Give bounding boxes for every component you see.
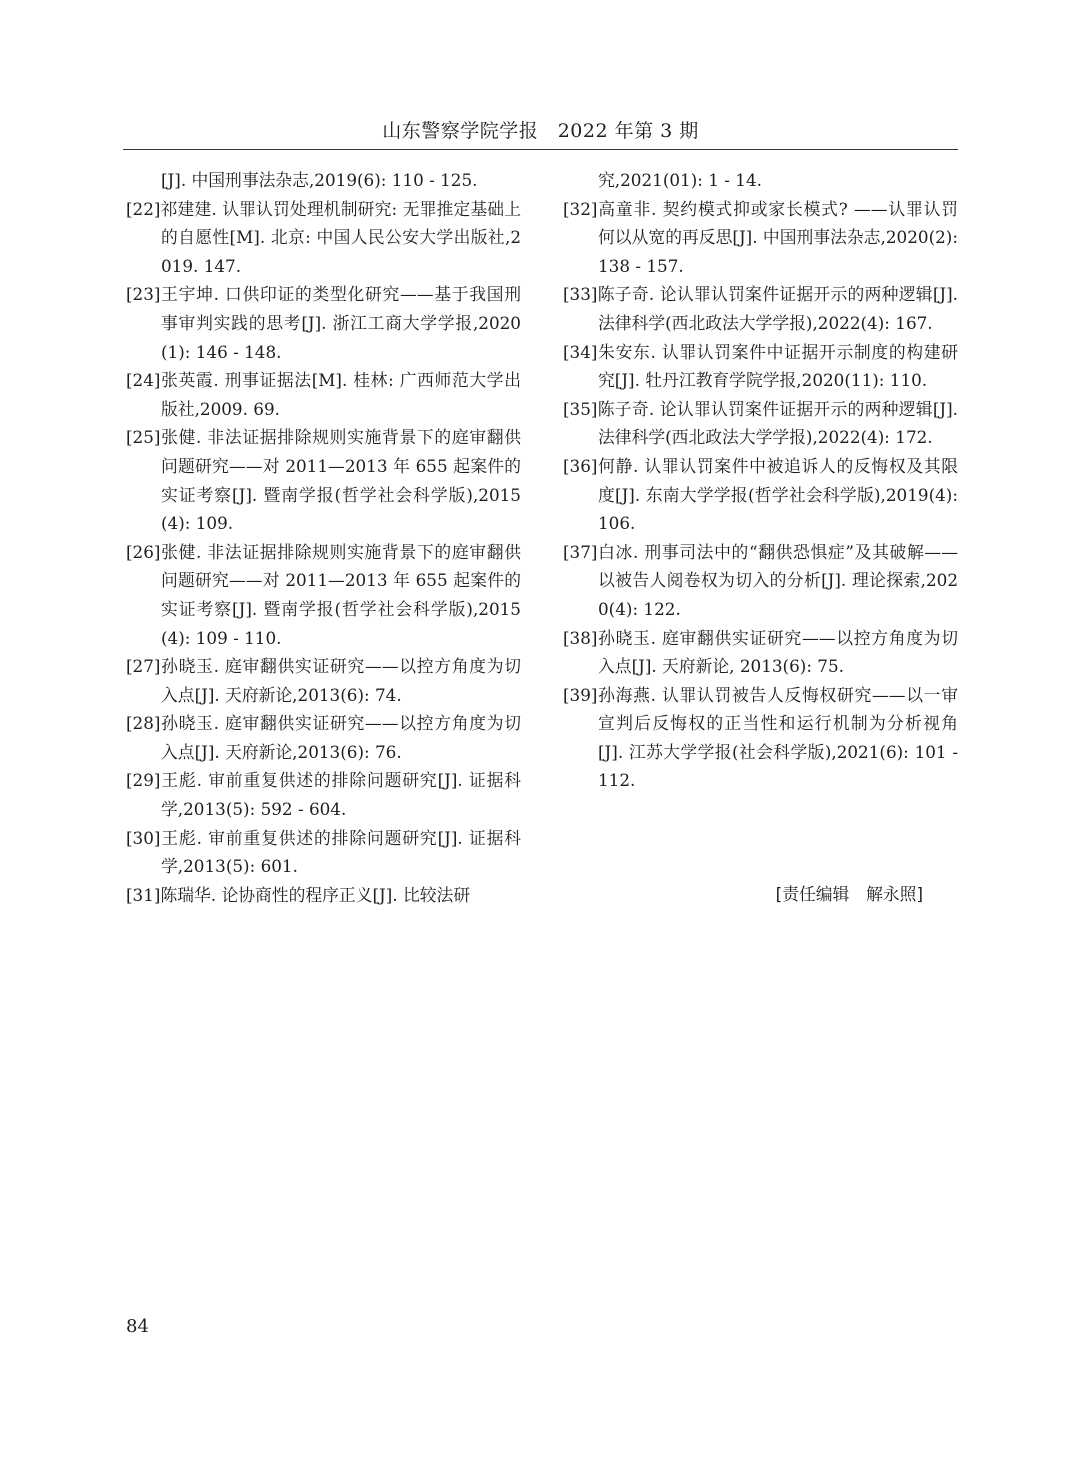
reference-entry: [32]高童非. 契约模式抑或家长模式? ——认罪认罚何以从宽的再反思[J]. 中国刑事法杂志,2020(2): 138 - 157. xyxy=(563,198,958,276)
reference-column-left xyxy=(126,166,521,909)
reference-entry: [30]王彪. 审前重复供述的排除问题研究[J]. 证据科学,2013(5): 601. xyxy=(126,827,521,877)
reference-entry: [33]陈子奇. 论认罪认罚案件证据开示的两种逻辑[J]. 法律科学(西北政法大学学报),2022(4): 167. xyxy=(563,284,958,333)
reference-entry: [24]张英霞. 刑事证据法[M]. 桂林: 广西师范大学出版社,2009. 69. xyxy=(126,370,521,419)
page-number: 84 xyxy=(126,1316,149,1337)
reference-entry: [36]何静. 认罪认罚案件中被追诉人的反悔权及其限度[J]. 东南大学学报(哲学社会科学版),2019(4): 106. xyxy=(563,455,958,534)
reference-entry: [J]. 中国刑事法杂志,2019(6): 110 - 125. xyxy=(161,170,478,190)
reference-entry: 究,2021(01): 1 - 14. xyxy=(598,170,762,190)
reference-entry: [39]孙海燕. 认罪认罚被告人反悔权研究——以一审宣判后反悔权的正当性和运行机制为分析视角[J]. 江苏大学学报(社会科学版),2021(6): 101 - 112. xyxy=(563,684,958,791)
reference-entry: [22]祁建建. 认罪认罚处理机制研究: 无罪推定基础上的自愿性[M]. 北京: 中国人民公安大学出版社,2019. 147. xyxy=(126,198,521,276)
reference-entry: [38]孙晓玉. 庭审翻供实证研究——以控方角度为切入点[J]. 天府新论, 2013(6): 75. xyxy=(563,627,958,677)
reference-entry: [26]张健. 非法证据排除规则实施背景下的庭审翻供问题研究——对 2011—2013 年 655 起案件的实证考察[J]. 暨南学报(哲学社会科学版),2015(4): 109 - 110. xyxy=(126,541,521,648)
reference-entry: [34]朱安东. 认罪认罚案件中证据开示制度的构建研究[J]. 牡丹江教育学院学报,2020(11): 110. xyxy=(563,341,958,391)
reference-entry: [27]孙晓玉. 庭审翻供实证研究——以控方角度为切入点[J]. 天府新论,2013(6): 74. xyxy=(126,656,521,705)
reference-entry: [31]陈瑞华. 论协商性的程序正义[J]. 比较法研 xyxy=(126,884,471,905)
reference-entry: [35]陈子奇. 论认罪认罚案件证据开示的两种逻辑[J]. 法律科学(西北政法大学学报),2022(4): 172. xyxy=(563,398,958,448)
responsible-editor-note: [责任编辑 解永照] xyxy=(775,884,923,904)
reference-column-right xyxy=(563,166,958,795)
reference-entry: [28]孙晓玉. 庭审翻供实证研究——以控方角度为切入点[J]. 天府新论,2013(6): 76. xyxy=(126,713,521,762)
running-header: 山东警察学院学报 2022 年第 3 期 xyxy=(382,120,699,142)
reference-entry: [29]王彪. 审前重复供述的排除问题研究[J]. 证据科学,2013(5): 592 - 604. xyxy=(126,770,521,820)
header-rule xyxy=(123,149,958,150)
reference-entry: [37]白冰. 刑事司法中的“翻供恐惧症”及其破解——以被告人阅卷权为切入的分析[J]. 理论探索,2020(4): 122. xyxy=(563,541,958,619)
reference-entry: [23]王宇坤. 口供印证的类型化研究——基于我国刑事审判实践的思考[J]. 浙江工商大学学报,2020(1): 146 - 148. xyxy=(126,284,521,362)
reference-entry: [25]张健. 非法证据排除规则实施背景下的庭审翻供问题研究——对 2011—2013 年 655 起案件的实证考察[J]. 暨南学报(哲学社会科学版),2015(4): 109. xyxy=(126,427,521,534)
